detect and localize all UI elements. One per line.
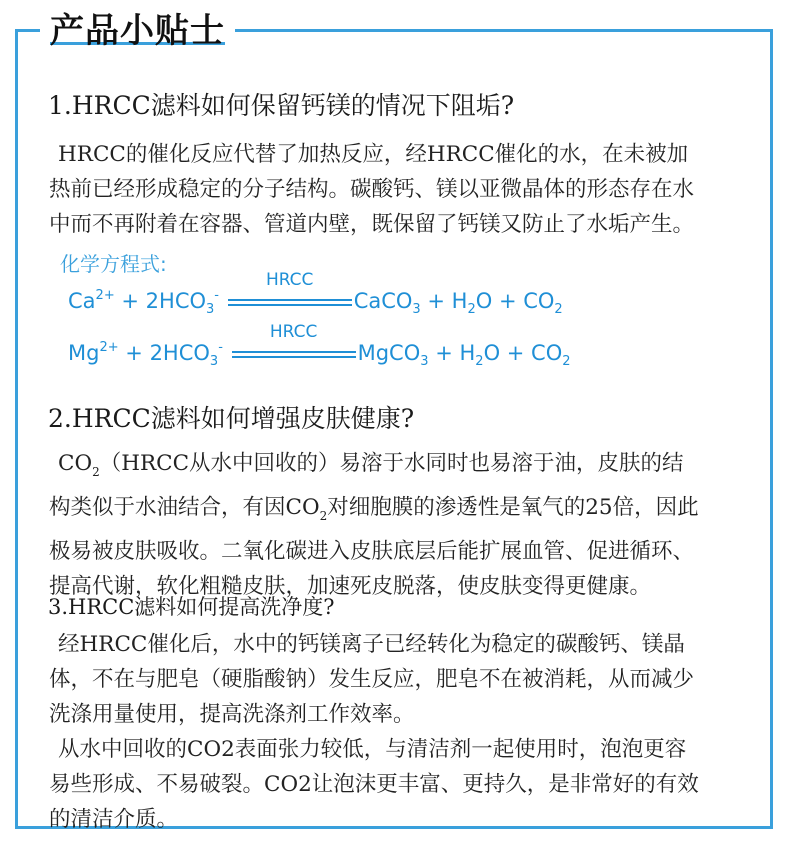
answer-3-line: 体，不在与肥皂（硬脂酸钠）发生反应，肥皂不在被消耗，从而减少 bbox=[49, 667, 695, 692]
formula-label: 化学方程式: bbox=[60, 252, 167, 276]
answer-2-line: 构类似于水油结合，有因$CO_2$对细胞膜的渗透性是氧气的25倍，因此 bbox=[49, 495, 699, 523]
answer-3-line: 的清洁介质。 bbox=[49, 807, 179, 832]
eq-product: + H bbox=[420, 289, 468, 313]
answer-3 bbox=[49, 627, 758, 837]
eq-product: O + CO bbox=[483, 341, 563, 365]
answer-2-line: 提高代谢，软化粗糙皮肤，加速死皮脱落，使皮肤变得更健康。 bbox=[49, 574, 652, 599]
eq-condition: HRCC bbox=[265, 270, 314, 290]
answer-2-line: $CO_2(HRCC$从水中回收的）易溶于水同时也易溶于油，皮肤的结 bbox=[58, 451, 684, 479]
eq-reactant: + 2HCO bbox=[114, 289, 207, 313]
answer-1-line: 热前已经形成稳定的分子结构。碳酸钙、镁以亚微晶体的形态存在水 bbox=[49, 177, 695, 202]
eq-product: O + CO bbox=[475, 289, 555, 313]
page-title: 产品小贴士 bbox=[50, 11, 225, 51]
equation-magnesium bbox=[68, 322, 571, 369]
answer-1-line: HRCC的催化反应代替了加热反应，经HRCC催化的水，在未被加 bbox=[58, 142, 689, 167]
eq-equals-sign bbox=[232, 322, 356, 364]
question-3: 3.HRCC滤料如何提高洗净度? bbox=[48, 595, 335, 619]
eq-charge: 2+ bbox=[95, 288, 115, 303]
eq-product: MgCO bbox=[357, 341, 421, 365]
eq-sub: 2 bbox=[562, 354, 571, 369]
eq-product: CaCO bbox=[353, 289, 413, 313]
eq-equals-sign bbox=[228, 270, 352, 312]
eq-sub: 3 bbox=[206, 302, 215, 317]
eq-sup: - bbox=[214, 288, 219, 303]
eq-ion: Mg bbox=[68, 341, 100, 365]
answer-1 bbox=[49, 137, 758, 242]
eq-reactant: + 2HCO bbox=[118, 341, 210, 365]
answer-3-line: 易些形成、不易破裂。CO2让泡沫更丰富、更持久，是非常好的有效 bbox=[49, 772, 699, 797]
eq-condition: HRCC bbox=[269, 322, 318, 342]
eq-sub: 2 bbox=[467, 302, 476, 317]
title-box bbox=[40, 4, 235, 54]
answer-2-line: 极易被皮肤吸收。二氧化碳进入皮肤底层后能扩展血管、促进循环、 bbox=[49, 539, 695, 564]
eq-product: + H bbox=[428, 341, 476, 365]
eq-sup: - bbox=[218, 340, 223, 355]
eq-sub: 2 bbox=[554, 302, 563, 317]
question-1: 1.HRCC滤料如何保留钙镁的情况下阻垢? bbox=[48, 91, 515, 120]
answer-3-line: 经HRCC催化后，水中的钙镁离子已经转化为稳定的碳酸钙、镁晶 bbox=[58, 632, 685, 657]
question-2: 2.HRCC滤料如何增强皮肤健康? bbox=[48, 404, 415, 433]
equation-calcium bbox=[68, 270, 563, 317]
eq-sub: 2 bbox=[475, 354, 484, 369]
answer-2 bbox=[49, 446, 758, 604]
eq-sub: 3 bbox=[412, 302, 421, 317]
answer-3-line: 从水中回收的CO2表面张力较低，与清洁剂一起使用时，泡泡更容 bbox=[58, 737, 687, 762]
eq-ion: Ca bbox=[68, 289, 96, 313]
answer-3-line: 洗涤用量使用，提高洗涤剂工作效率。 bbox=[49, 702, 415, 727]
answer-1-line: 中而不再附着在容器、管道内壁，既保留了钙镁又防止了水垢产生。 bbox=[49, 212, 695, 237]
eq-sub: 3 bbox=[209, 354, 219, 369]
eq-charge: 2+ bbox=[99, 340, 119, 355]
eq-sub: 3 bbox=[420, 354, 429, 369]
